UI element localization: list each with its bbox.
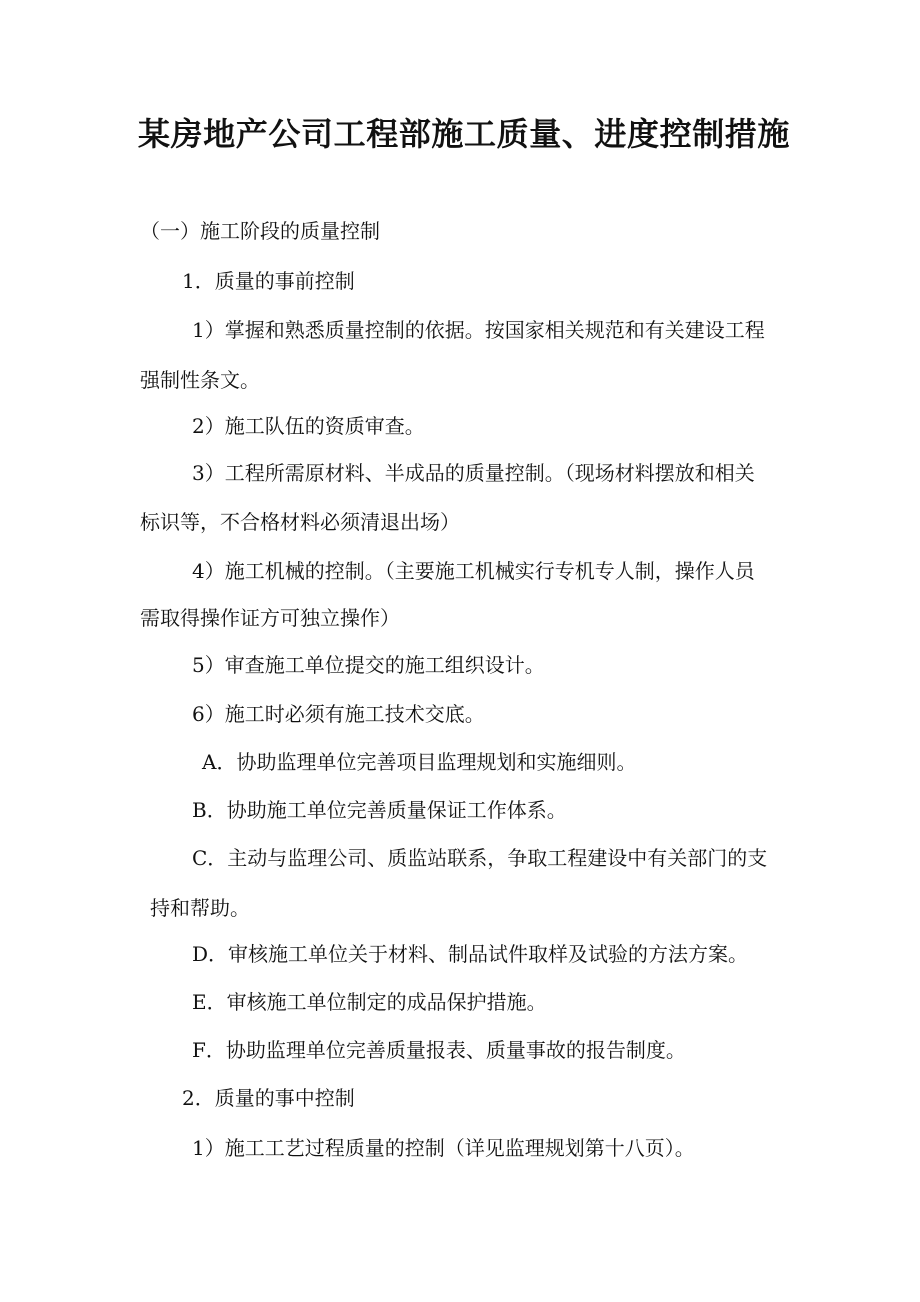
list-item: D．审核施工单位关于材料、制品试件取样及试验的方法方案。: [192, 942, 749, 966]
list-item: E．审核施工单位制定的成品保护措施。: [192, 990, 547, 1014]
paragraph-line: 2）施工队伍的资质审查。: [192, 414, 425, 438]
subsection-heading: 2．质量的事中控制: [182, 1086, 355, 1110]
paragraph-line: 需取得操作证方可独立操作）: [140, 606, 400, 630]
paragraph-line: 1）施工工艺过程质量的控制（详见监理规划第十八页）。: [192, 1136, 695, 1160]
list-item: C．主动与监理公司、质监站联系，争取工程建设中有关部门的支: [192, 846, 768, 870]
paragraph-line: 5）审查施工单位提交的施工组织设计。: [192, 653, 545, 677]
paragraph-line: 1）掌握和熟悉质量控制的依据。按国家相关规范和有关建设工程: [192, 318, 765, 342]
document-title: 某房地产公司工程部施工质量、进度控制措施: [138, 115, 791, 153]
section-heading: （一）施工阶段的质量控制: [140, 219, 380, 243]
list-item: F．协助监理单位完善质量报表、质量事故的报告制度。: [192, 1038, 686, 1062]
list-item: A．协助监理单位完善项目监理规划和实施细则。: [202, 750, 637, 774]
list-item: B．协助施工单位完善质量保证工作体系。: [192, 798, 567, 822]
list-item-continuation: 持和帮助。: [150, 896, 250, 920]
paragraph-line: 6）施工时必须有施工技术交底。: [192, 702, 485, 726]
paragraph-line: 标识等，不合格材料必须清退出场）: [140, 510, 460, 534]
paragraph-line: 强制性条文。: [140, 368, 260, 392]
paragraph-line: 3）工程所需原材料、半成品的质量控制。（现场材料摆放和相关: [192, 461, 755, 485]
paragraph-line: 4）施工机械的控制。（主要施工机械实行专机专人制，操作人员: [192, 559, 755, 583]
subsection-heading: 1．质量的事前控制: [182, 269, 355, 293]
